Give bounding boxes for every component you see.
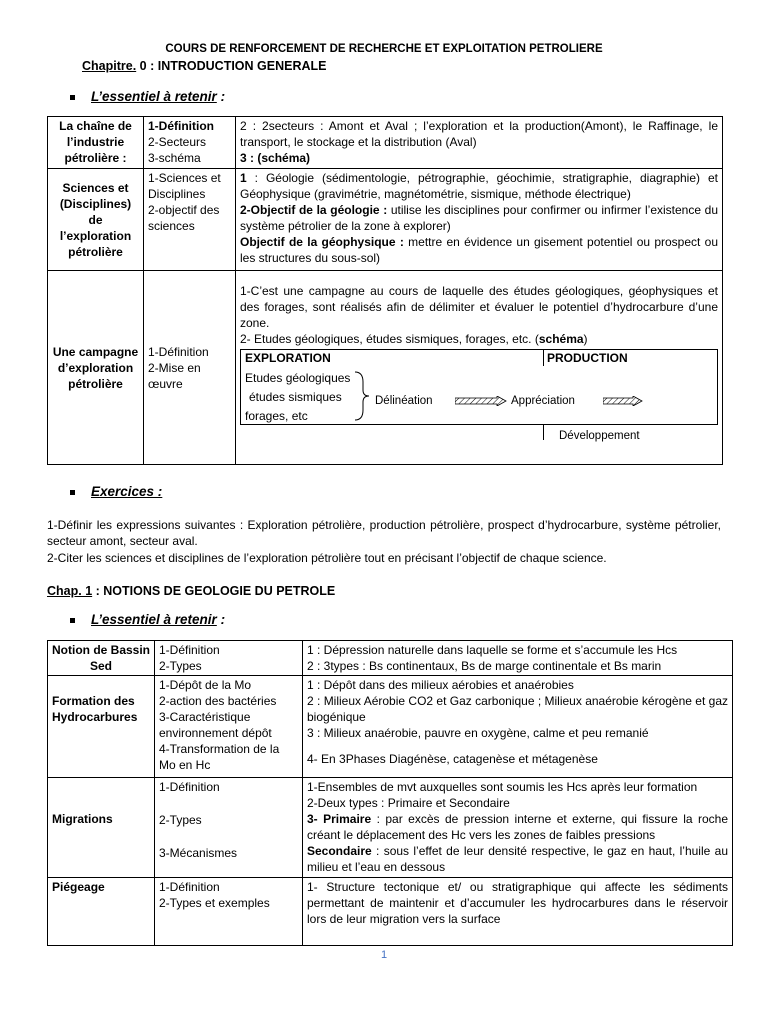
schema-item: études sismiques: [249, 390, 342, 404]
table-row: [48, 641, 733, 676]
mid-line: 2-Types et exemples: [159, 896, 270, 910]
bullet-square-icon: [70, 95, 75, 100]
hatched-arrow-icon: [603, 396, 643, 406]
right-line: 4- En 3Phases Diagénèse, catagenèse et métagenèse: [307, 752, 598, 766]
schema-item: forages, etc: [245, 409, 308, 423]
row-right: [303, 641, 733, 676]
bullet-square-icon: [70, 618, 75, 623]
schema-item: Etudes géologiques: [245, 371, 351, 385]
essentiel-heading-0: [70, 89, 225, 104]
table-row: [48, 117, 723, 169]
row-right: [236, 117, 723, 169]
row-mid: [144, 117, 236, 169]
row-right: [303, 676, 733, 778]
mid-line: 2-Mise en œuvre: [148, 360, 201, 391]
mid-line: 4-Transformation de la Mo en Hc: [159, 742, 280, 772]
right-line: 3 : (schéma): [240, 151, 311, 165]
row-head: Notion de Bassin Sed: [48, 641, 155, 676]
mid-line: 2-objectif des sciences: [148, 203, 220, 233]
campaign-schema: [240, 349, 718, 442]
right-line: 1- Structure tectonique et/ ou stratigraphique qui affecte les sédiments permettant de maintenir et d’accumuler les hydrocarbures dans le réservoir lors de leur migration vers la surface: [307, 880, 728, 926]
exercices-heading: [70, 484, 162, 499]
row-mid: [155, 778, 303, 878]
right-line: 3 : Milieux anaérobie, pauvre en oxygène, calme et peu remanié: [307, 726, 649, 740]
schema-appreciation: Appréciation: [511, 395, 575, 407]
chapter-0-heading: [82, 59, 326, 74]
hatched-arrow-icon: [455, 396, 507, 406]
schema-divider: [543, 424, 544, 440]
mid-line: 3-Mécanismes: [159, 846, 238, 860]
row-head: Sciences et (Disciplines) de l’exploration pétrolière: [48, 169, 144, 271]
right-line: 2 : 2secteurs : Amont et Aval ; l’exploration et la production(Amont), le Raffinage, le transport, le stockage et la distribution (Aval): [240, 119, 718, 149]
right-line: 3- Primaire : par excès de pression interne et externe, qui fissure la roche créant le déplacement des Hc vers les zones de faibles pressions: [307, 812, 728, 842]
mid-line: 2-Secteurs: [148, 135, 207, 149]
table-row: [48, 778, 733, 878]
mid-line: 3-schéma: [148, 151, 201, 165]
right-line: Objectif de la géophysique : mettre en évidence un gisement potentiel ou prospect ou les structures du sous-sol): [240, 235, 719, 265]
right-line: Secondaire : sous l’effet de leur densité respective, le gaz en haut, l’huile au milieu et l’eau en dessous: [307, 844, 728, 874]
schema-divider: [543, 350, 544, 366]
row-mid: [155, 641, 303, 676]
table-chapter-1: [47, 640, 733, 946]
row-mid: [155, 878, 303, 946]
chapter-1-label: Chap. 1: [47, 584, 93, 598]
bullet-square-icon: [70, 490, 75, 495]
essentiel-heading-1: [70, 612, 225, 627]
mid-line: 1-Définition: [159, 880, 220, 894]
chapter-1-heading: [47, 584, 335, 599]
right-line: 2 : Milieux Aérobie CO2 et Gaz carbonique ; Milieux anaérobie kérogène et gaz biogénique: [307, 694, 728, 724]
essentiel-colon: :: [216, 612, 226, 627]
page-number: 1: [380, 949, 388, 961]
document-title: COURS DE RENFORCEMENT DE RECHERCHE ET EXPLOITATION PETROLIERE: [165, 43, 603, 55]
row-head: Migrations: [48, 778, 155, 878]
table-row: [48, 878, 733, 946]
mid-line: 1-Définition: [159, 643, 220, 657]
row-mid: [144, 271, 236, 465]
mid-line: 1-Sciences et Disciplines: [148, 171, 221, 201]
right-line: 2 : 3types : Bs continentaux, Bs de marge continentale et Bs marin: [307, 659, 662, 673]
right-line: 2- Etudes géologiques, études sismiques, forages, etc. (schéma): [240, 332, 588, 346]
chapter-0-label: Chapitre.: [82, 59, 137, 73]
schema-exploration-label: EXPLORATION: [245, 351, 331, 365]
mid-line: 1-Définition: [159, 780, 220, 794]
exercices-label: Exercices :: [91, 484, 163, 499]
row-head: Formation des Hydrocarbures: [48, 676, 155, 778]
essentiel-label: L’essentiel à retenir: [91, 89, 217, 104]
mid-line: 3-Caractéristique environnement dépôt: [159, 710, 272, 740]
essentiel-label: L’essentiel à retenir: [91, 612, 217, 627]
schema-production-label: PRODUCTION: [547, 351, 628, 365]
table-row: [48, 169, 723, 271]
table-row: [48, 676, 733, 778]
mid-line: 1-Définition: [148, 119, 214, 133]
curly-brace-icon: [353, 370, 373, 422]
mid-line: 1-Définition: [148, 344, 209, 359]
right-line: 1-C’est une campagne au cours de laquelle des études géologiques, géophysiques et des forages, sont réalisés afin de délimiter et évaluer le potentiel d’hydrocarbure d’une zone.: [240, 284, 718, 330]
row-head: Piégeage: [48, 878, 155, 946]
right-line: 1 : Dépôt dans des milieux aérobies et anaérobies: [307, 678, 574, 692]
mid-line: 1-Dépôt de la Mo: [159, 678, 252, 692]
row-right: [236, 169, 723, 271]
right-line: 1 : Géologie (sédimentologie, pétrographie, géochimie, stratigraphie, diagraphie) et Géophysique (gravimétrie, magnétométrie, sismique, méthode électrique): [240, 171, 718, 201]
mid-line: 2-Types: [159, 659, 202, 673]
right-line: 2-Objectif de la géologie : utilise les disciplines pour confirmer ou infirmer l’existence du système pétrolier de la zone à explorer): [240, 203, 718, 233]
exercise-1: 1-Définir les expressions suivantes : Exploration pétrolière, production pétrolière, prospect d’hydrocarbure, système pétrolier, secteur amont, secteur aval.: [47, 518, 721, 548]
row-head: Une campagne d’exploration pétrolière: [48, 271, 144, 465]
table-row: [48, 271, 723, 465]
row-mid: [144, 169, 236, 271]
right-line: 1-Ensembles de mvt auxquelles sont soumis les Hcs après leur formation: [307, 780, 698, 794]
row-right: [303, 778, 733, 878]
row-mid: [155, 676, 303, 778]
schema-developpement: Développement: [559, 430, 640, 442]
chapter-1-title: : NOTIONS DE GEOLOGIE DU PETROLE: [92, 584, 336, 598]
chapter-0-title: 0 : INTRODUCTION GENERALE: [136, 59, 327, 73]
mid-line: 2-action des bactéries: [159, 694, 277, 708]
mid-line: 2-Types: [159, 813, 202, 827]
right-line: 2-Deux types : Primaire et Secondaire: [307, 796, 510, 810]
schema-delineation: Délinéation: [375, 395, 433, 407]
row-head: La chaîne de l’industrie pétrolière :: [48, 117, 144, 169]
exercise-2: 2-Citer les sciences et disciplines de l’exploration pétrolière tout en précisant l’objectif de chaque science.: [47, 551, 607, 565]
row-right: [303, 878, 733, 946]
essentiel-colon: :: [216, 89, 226, 104]
table-chapter-0: [47, 116, 723, 465]
right-line: 1 : Dépression naturelle dans laquelle se forme et s’accumule les Hcs: [307, 643, 678, 657]
row-right: [236, 271, 723, 465]
